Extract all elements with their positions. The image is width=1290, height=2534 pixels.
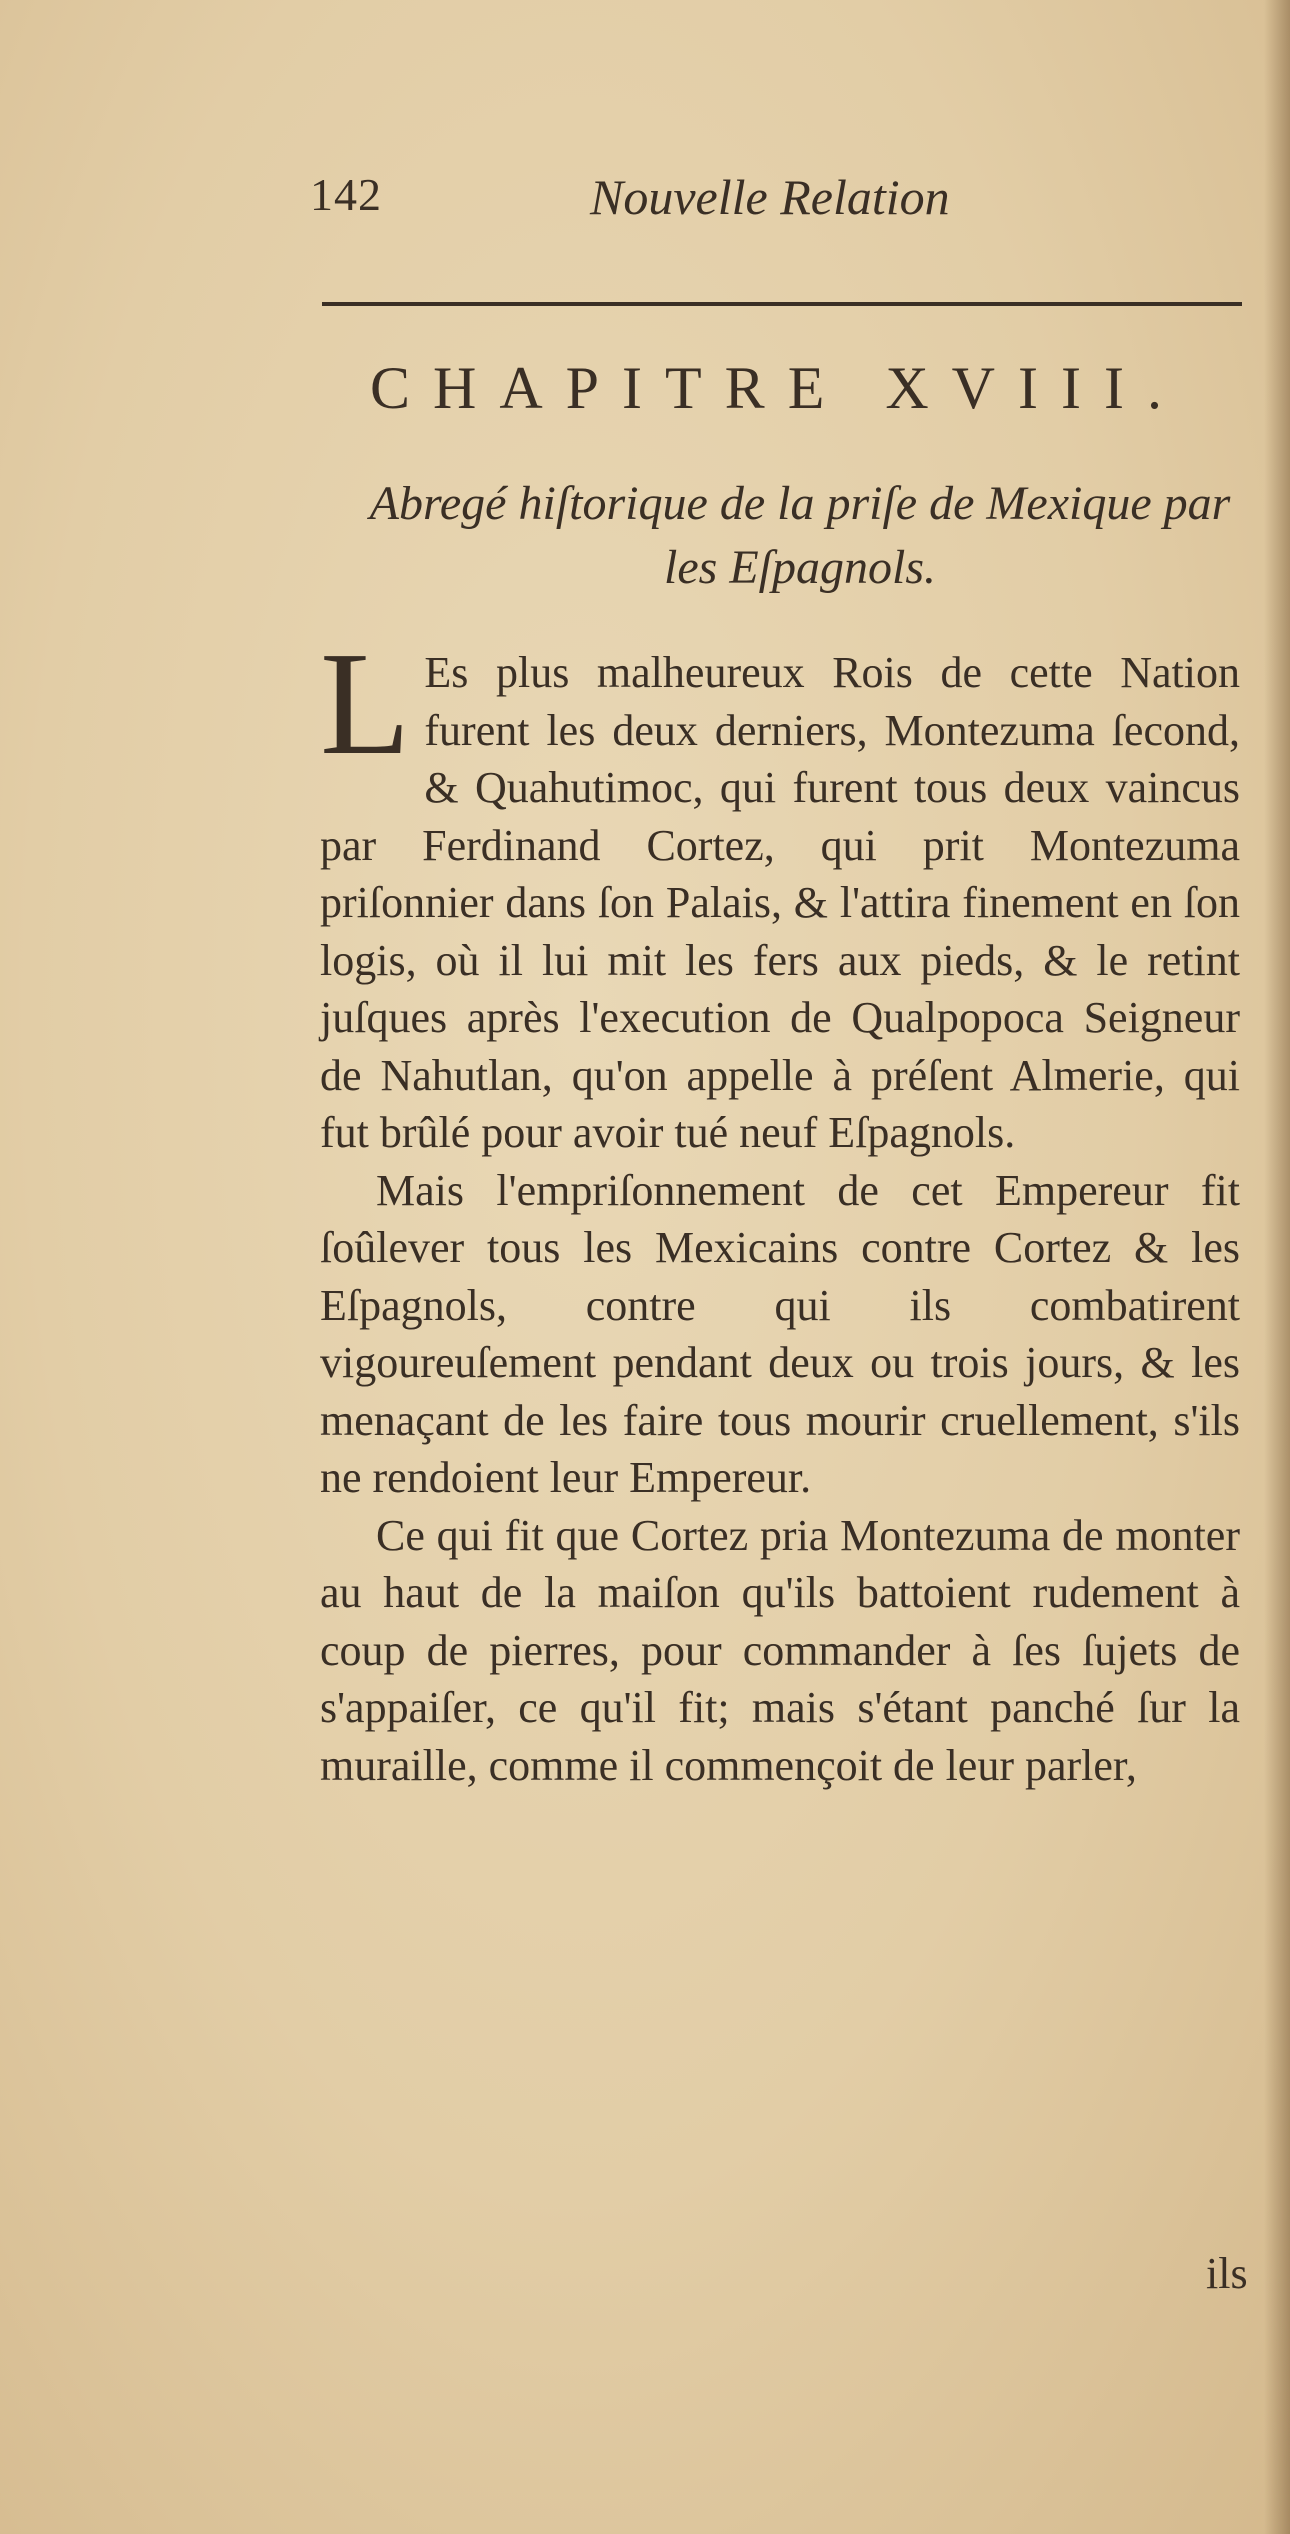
paragraph-1	[320, 622, 1240, 1162]
drop-cap: L	[320, 622, 411, 786]
page-gutter-shadow	[1264, 0, 1290, 2534]
catchword: ils	[1206, 2249, 1248, 2298]
chapter-subtitle: Abregé hiſtorique de la priſe de Mexique par les Eſpagnols.	[369, 477, 1231, 594]
chapter-title: CHAPITRE XVIII.	[370, 355, 1185, 421]
paragraph-3: Ce qui fit que Cortez pria Montezuma de monter au haut de la maiſon qu'ils battoient rudement à coup de pierres, pour commander à ſes ſujets de s'appaiſer, ce qu'il fit; mais s'étant panché ſur la muraille, comme il commençoit de leur parler,	[320, 1510, 1240, 1790]
paragraph-2: Mais l'empriſonnement de cet Empereur fit ſoûlever tous les Mexicains contre Cortez & les Eſpagnols, contre qui ils combatirent vigoureuſement pendant deux ou trois jours, & les menaçant de les faire tous mourir cruellement, s'ils ne rendoient leur Empereur.	[320, 1165, 1240, 1502]
running-header	[310, 168, 1210, 248]
running-title: Nouvelle Relation	[590, 169, 950, 225]
page-number: 142	[310, 169, 382, 220]
body-text	[320, 622, 1240, 1794]
paragraph-1-text: Es plus malheureux Rois de cette Nation furent les deux derniers, Montezuma ſecond, & Quahutimoc, qui furent tous deux vaincus par Ferdinand Cortez, qui prit Montezuma priſonnier dans ſon Palais, & l'attira finement en ſon logis, où il lui mit les fers aux pieds, & le retint juſques après l'execution de Qualpopoca Seigneur de Nahutlan, qu'on appelle à préſent Almerie, qui fut brûlé pour avoir tué neuf Eſpagnols.	[320, 648, 1240, 1157]
header-rule	[322, 302, 1242, 306]
